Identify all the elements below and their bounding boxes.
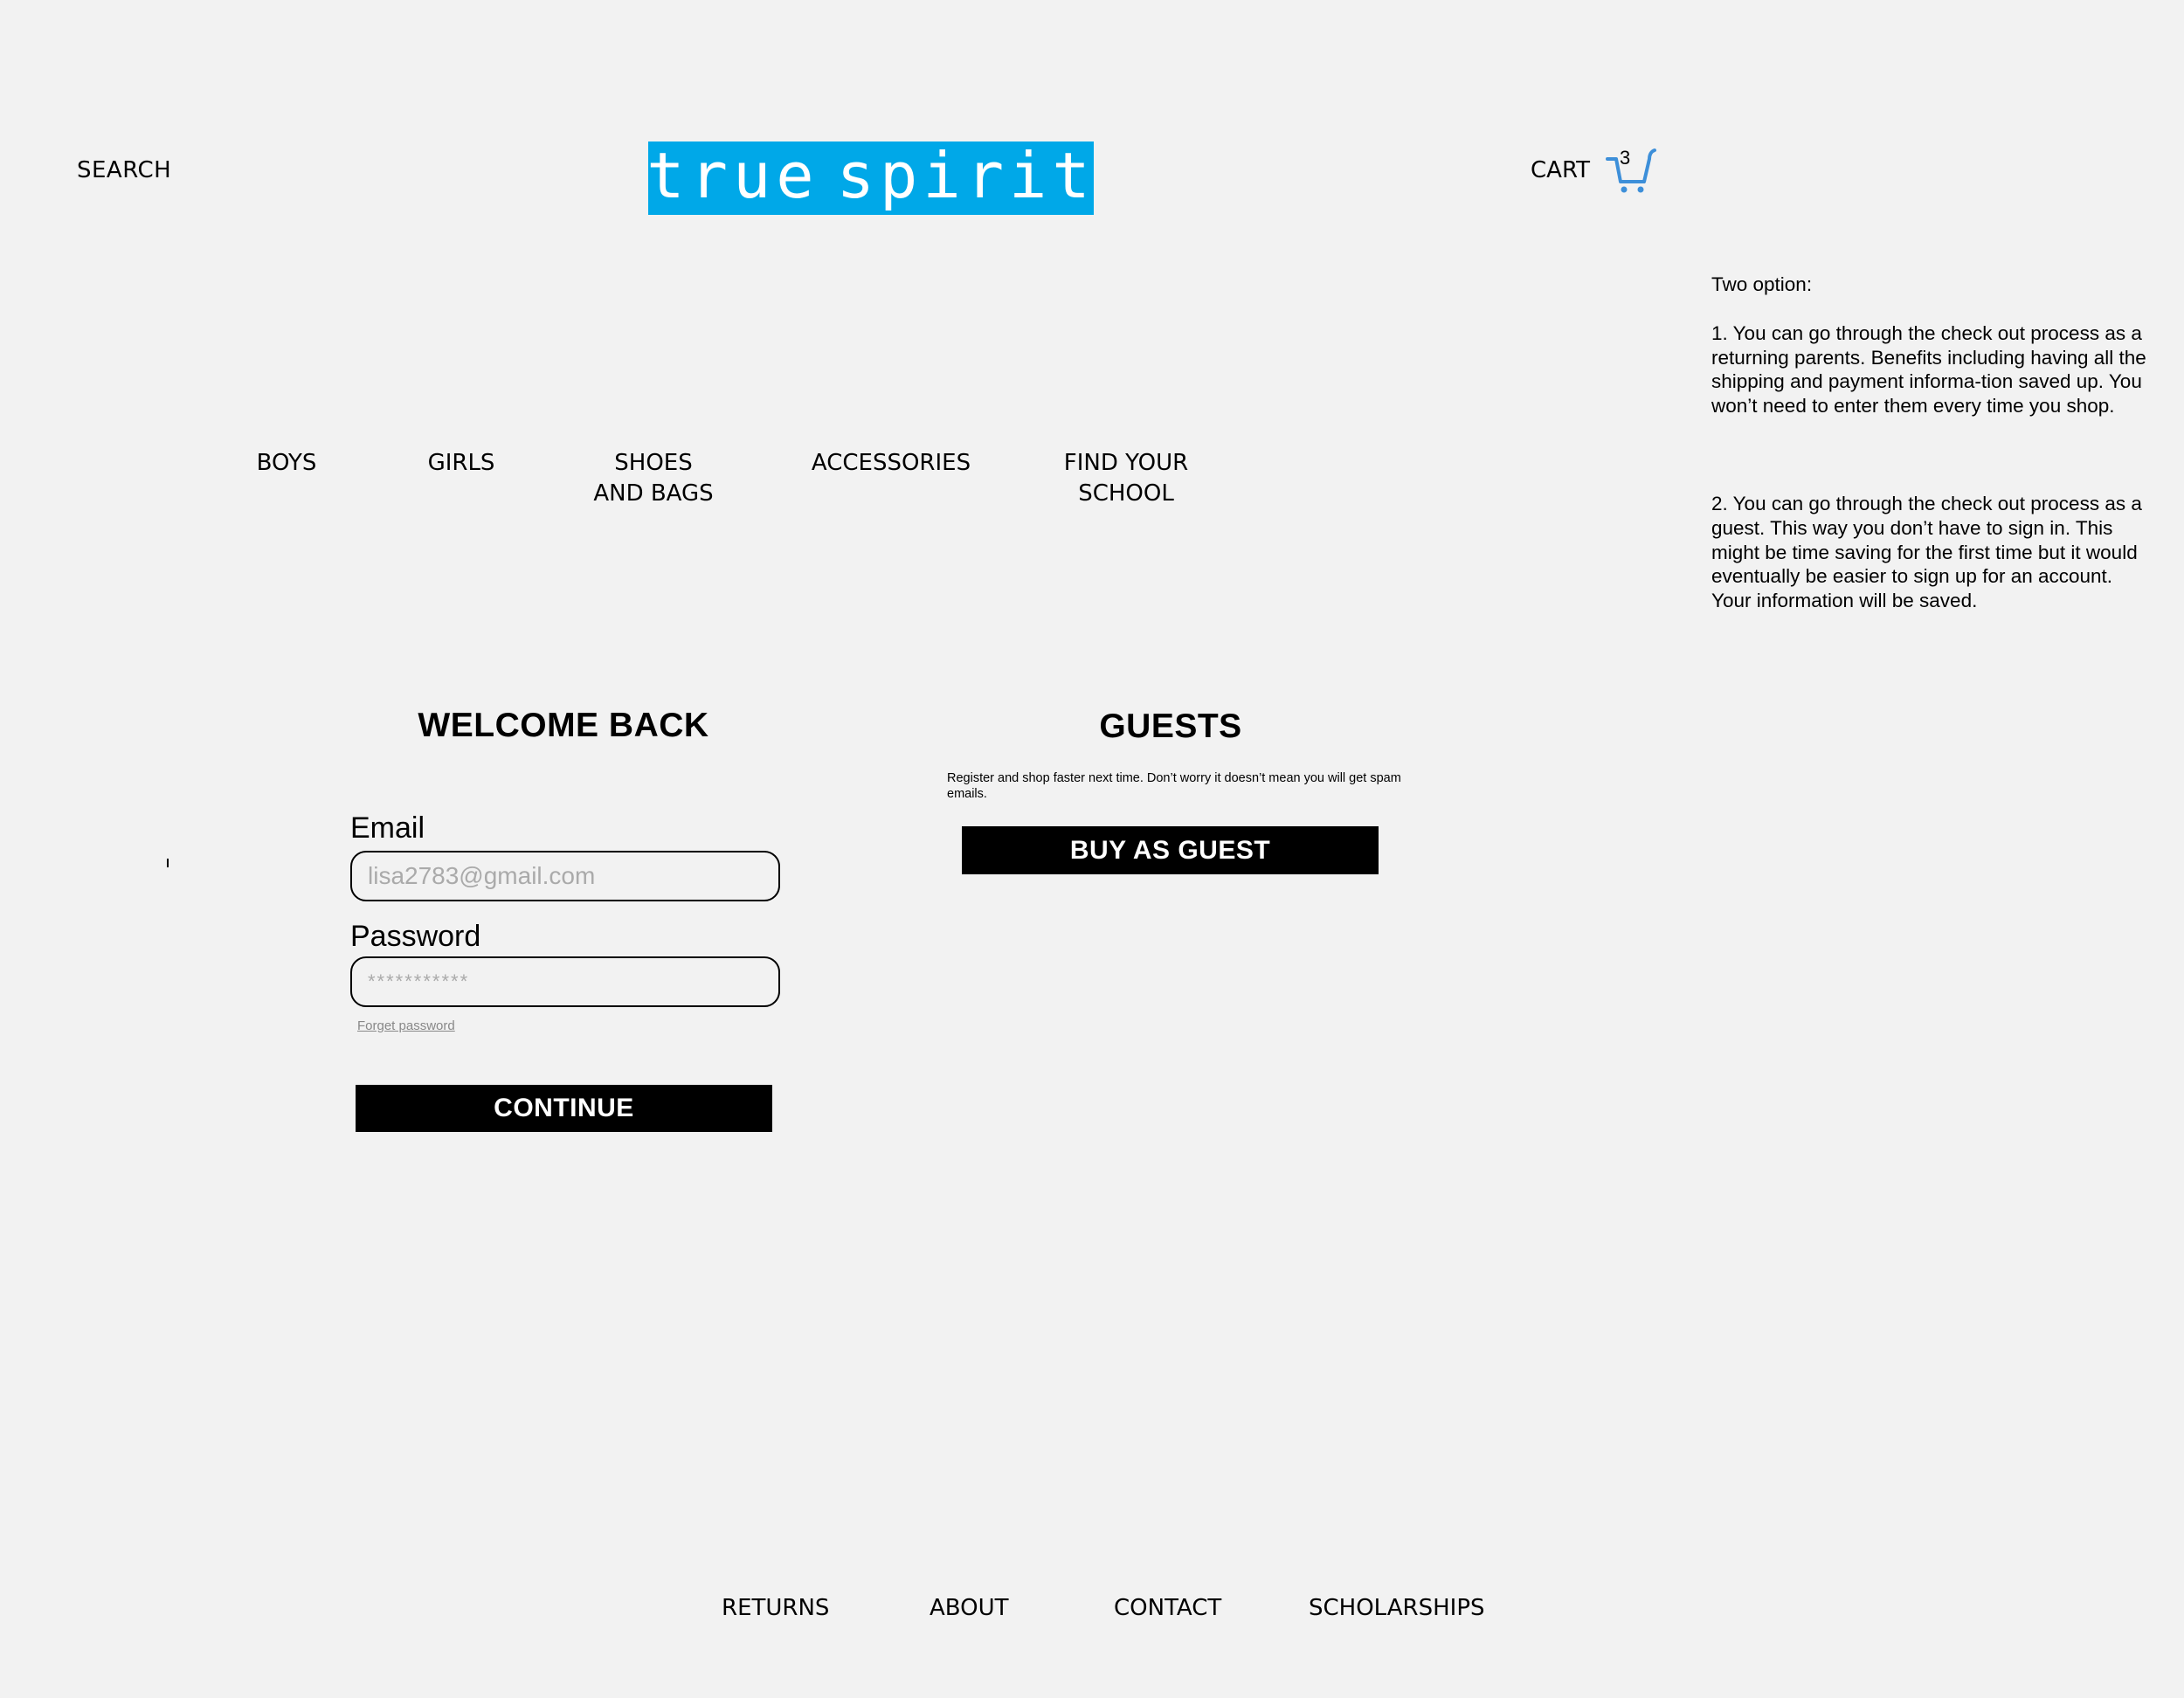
annotation-option-1: 1. You can go through the check out process as a returning parents. Benefits including having all the shipping and payment informa-tion saved up. You won’t need to enter them every time you shop. — [1711, 321, 2146, 418]
email-field[interactable] — [350, 851, 780, 901]
stray-mark — [167, 859, 169, 867]
guest-description: Register and shop faster next time. Don’t worry it doesn’t mean you will get spam emails. — [947, 771, 1401, 801]
password-field[interactable] — [350, 956, 780, 1007]
nav-shoes-and-bags[interactable]: SHOES AND BAGS — [593, 450, 714, 507]
annotation-heading: Two option: — [1711, 273, 1813, 295]
footer-contact[interactable]: CONTACT — [1114, 1595, 1222, 1621]
cart-count-badge: 3 — [1620, 147, 1631, 169]
logo-word-true: true — [646, 139, 819, 212]
footer-about[interactable]: ABOUT — [930, 1595, 1009, 1621]
footer-scholarships[interactable]: SCHOLARSHIPS — [1309, 1595, 1485, 1621]
cart-link[interactable]: CART — [1531, 157, 1590, 183]
cart-icon[interactable] — [1606, 147, 1656, 194]
nav-accessories[interactable]: ACCESSORIES — [811, 450, 971, 476]
nav-girls[interactable]: GIRLS — [427, 450, 495, 476]
guest-title: GUESTS — [1099, 708, 1242, 745]
nav-boys[interactable]: BOYS — [256, 450, 317, 476]
footer-returns[interactable]: RETURNS — [722, 1595, 830, 1621]
search-link[interactable]: SEARCH — [77, 157, 172, 183]
design-annotation — [1711, 273, 2148, 613]
logo-word-spirit: spirit — [836, 139, 1095, 212]
email-label: Email — [350, 811, 425, 845]
true-spirit-logo[interactable] — [646, 139, 1095, 215]
forgot-password-link[interactable]: Forget password — [357, 1018, 455, 1033]
buy-as-guest-button[interactable]: BUY AS GUEST — [962, 826, 1379, 874]
login-title: WELCOME BACK — [418, 707, 709, 744]
continue-button[interactable]: CONTINUE — [356, 1085, 772, 1132]
annotation-option-2: 2. You can go through the check out process as a guest. This way you don’t have to sign in. This might be time saving for the first time but it would eventually be easier to sign up for an account. Your information will be saved. — [1711, 492, 2142, 612]
nav-find-your-school[interactable]: FIND YOUR SCHOOL — [1063, 450, 1189, 507]
password-label: Password — [350, 920, 481, 953]
